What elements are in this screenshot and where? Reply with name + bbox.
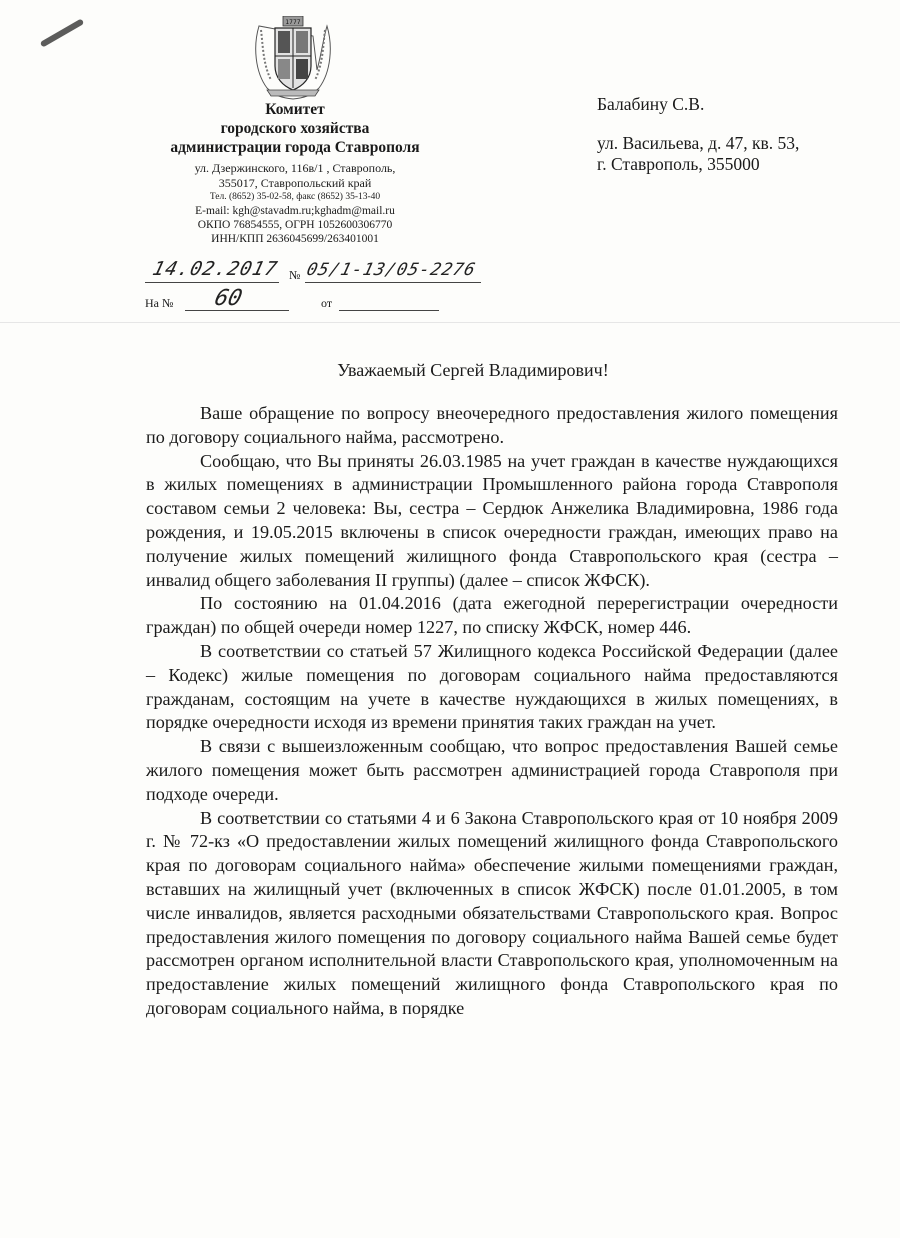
paragraph: Ваше обращение по вопросу внеочередного предоставления жилого помещения по договору социального найма, рассмотрено. — [146, 403, 838, 447]
org-name-line-2: городского хозяйства — [220, 120, 370, 137]
salutation: Уважаемый Сергей Владимирович! — [337, 360, 609, 380]
registration-number-label: № — [289, 268, 301, 282]
letter-body — [146, 402, 838, 1021]
sender-address-line-2: 355017, Ставропольский край — [218, 176, 372, 190]
reference-label: На № — [145, 296, 174, 310]
scan-smudge — [40, 18, 85, 47]
registration-line — [145, 258, 485, 288]
sender-block — [135, 100, 455, 246]
scan-divider — [0, 322, 900, 323]
registration-date: 14.02.2017 — [150, 258, 281, 280]
org-name-line-3: администрации города Ставрополя — [170, 139, 420, 156]
recipient-block — [597, 94, 799, 175]
reference-from-label: от — [321, 296, 333, 310]
sender-okpo: ОКПО 76854555, ОГРН 1052600306770 — [197, 219, 393, 231]
recipient-name: Балабину С.В. — [597, 94, 705, 114]
paragraph: В связи с вышеизложенным сообщаю, что вопрос предоставления Вашей семье жилого помещения может быть рассмотрен администрацией города Ставрополя при подходе очереди. — [146, 736, 838, 804]
reference-number: 60 — [211, 286, 245, 311]
sender-email: E-mail: kgh@stavadm.ru;kghadm@mail.ru — [195, 205, 395, 217]
coat-of-arms-icon — [253, 16, 333, 100]
sender-address-line-1: ул. Дзержинского, 116в/1 , Ставрополь, — [194, 161, 396, 175]
sender-inn: ИНН/КПП 2636045699/263401001 — [211, 233, 379, 245]
registration-number: 05/1-13/05-2276 — [304, 260, 479, 280]
paragraph: По состоянию на 01.04.2016 (дата ежегодной перерегистрации очередности граждан) по общей очереди номер 1227, по списку ЖФСК, номер 446. — [146, 593, 838, 638]
org-name-line-1: Комитет — [265, 101, 325, 118]
recipient-street: ул. Васильева, д. 47, кв. 53, — [597, 133, 800, 153]
recipient-city: г. Ставрополь, 355000 — [597, 154, 760, 174]
paragraph: В соответствии со статьями 4 и 6 Закона Ставропольского края от 10 ноября 2009 г. № 72-кз «О предоставлении жилых помещений жилищного фонда Ставропольского края по договорам социального найма» обеспечение жилыми помещениями граждан, вставших на жилищный учет (включенных в список ЖФСК) после 01.01.2005, в том числе инвалидов, является расходными обязательствами Ставропольского края. Вопрос предоставления жилого помещения по договору социального найма Вашей семье будет рассмотрен органом исполнительной власти Ставропольского края, уполномоченным на предоставление жилых помещений жилищного фонда Ставропольского края по договорам социального найма, в порядке — [146, 807, 838, 1018]
paragraph: В соответствии со статьей 57 Жилищного кодекса Российской Федерации (далее – Кодекс) жилые помещения по договорам социального найма предоставляются гражданам, состоящим на учете в качестве нуждающихся в жилых помещениях, в порядке очередности исходя из времени принятия таких граждан на учет. — [146, 640, 838, 733]
reference-line — [145, 286, 485, 320]
crest-year: 1777 — [285, 19, 301, 26]
paragraph: Сообщаю, что Вы приняты 26.03.1985 на учет граждан в качестве нуждающихся в жилых помещениях в администрации Промышленного района города Ставрополя составом семьи 2 человека: Вы, сестра – Сердюк Анжелика Владимировна, 1986 года рождения, и 19.05.2015 включены в список очередности граждан, имеющих право на получение жилых помещений жилищного фонда Ставропольского края (сестра – инвалид общего заболевания II группы) (далее – список ЖФСК). — [146, 450, 838, 590]
sender-phone: Тел. (8652) 35-02-58, факс (8652) 35-13-40 — [209, 192, 381, 202]
